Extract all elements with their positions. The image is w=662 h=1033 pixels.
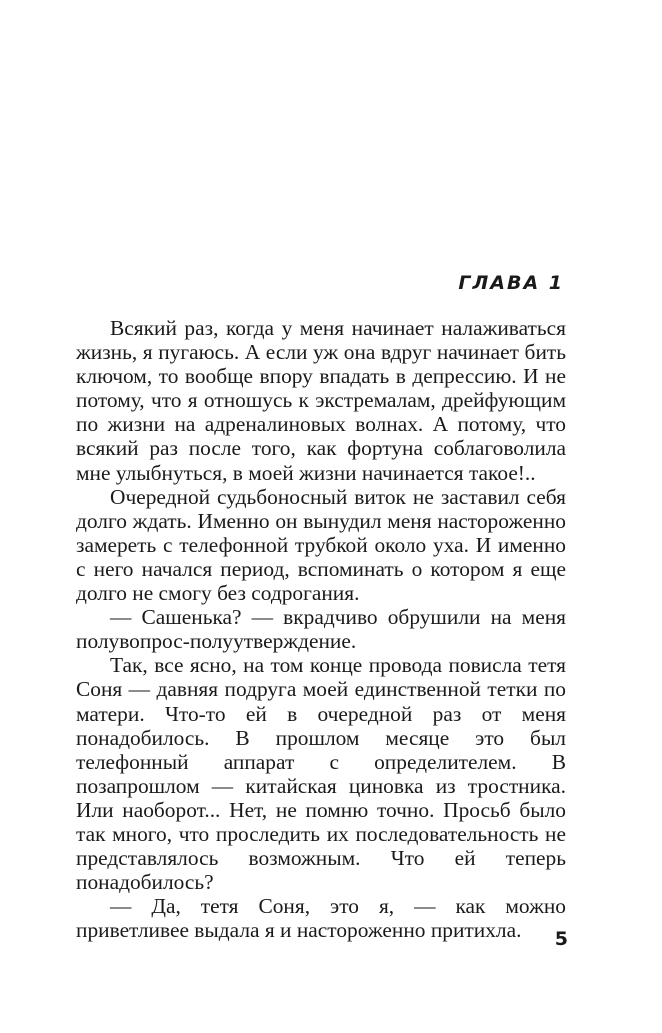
paragraph: — Да, тетя Соня, это я, — как можно приветливее выдала я и настороженно притихла. [76,894,566,943]
paragraph: Очередной судьбоносный виток не заставил себя долго ждать. Именно он вынудил меня настороженно замереть с телефонной трубкой около уха. И именно с него начался период, вспоминать о котором я еще долго не смогу без содрогания. [76,484,566,606]
paragraph: Так, все ясно, на том конце провода повисла тетя Соня — давняя подруга моей единственной тетки по матери. Что-то ей в очередной раз от меня понадобилось. В прошлом месяце это был телефонный аппарат с определителем. В позапрошлом — китайская циновка из тростника. Или наоборот... Нет, не помню точно. Просьб было так много, что проследить их последовательность не представлялось возможным. Что ей теперь понадобилось? [76,653,566,895]
page-number: 5 [554,928,568,950]
body-text [76,316,566,942]
chapter-heading: ГЛАВА 1 [458,272,564,294]
paragraph: Всякий раз, когда у меня начинает налаживаться жизнь, я пугаюсь. А если уж она вдруг начинает бить ключом, то вообще впору впадать в депрессию. И не потому, что я отношусь к экстремалам, дрейфующим по жизни на адреналиновых волнах. А потому, что всякий раз после того, как фортуна соблаговолила мне улыбнуться, в моей жизни начинается такое!.. [76,316,566,485]
paragraph: — Сашенька? — вкрадчиво обрушили на меня полувопрос-полуутверждение. [76,605,566,654]
